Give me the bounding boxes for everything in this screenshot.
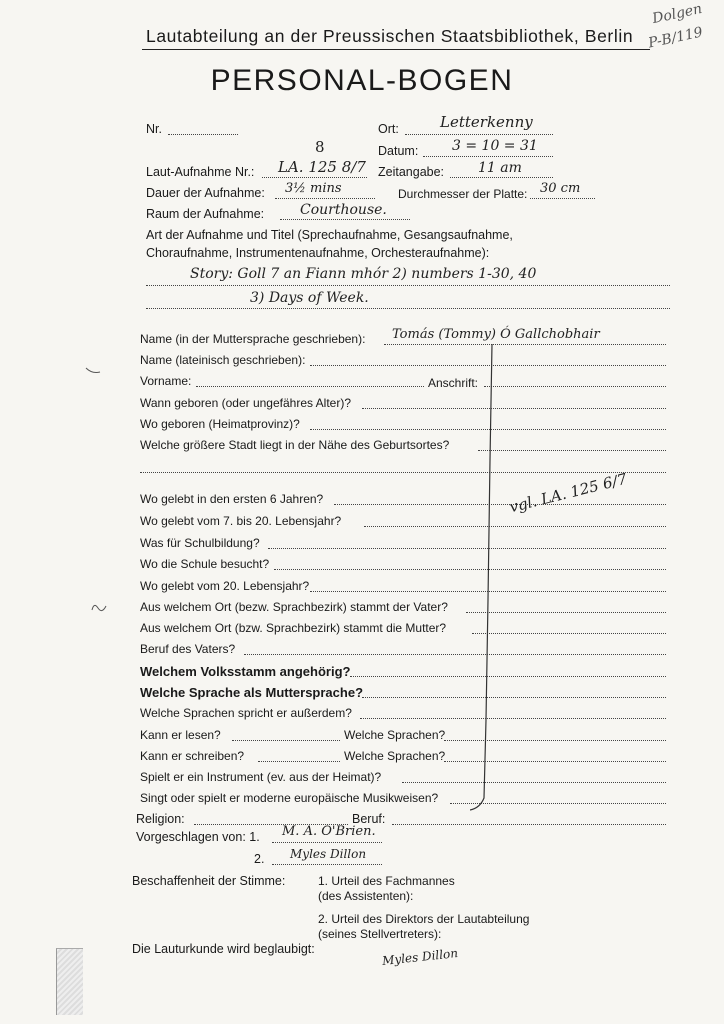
urteil2-a: 2. Urteil des Direktors der Lautabteilung [318, 912, 530, 926]
vorgeschlagen-2: Myles Dillon [290, 847, 367, 861]
dauer-value: 3½ mins [285, 181, 342, 196]
schule-label: Wo die Schule besucht? [140, 557, 270, 571]
laut-label: Laut-Aufnahme Nr.: [146, 165, 255, 179]
beruf-vater-label: Beruf des Vaters? [140, 642, 236, 656]
durchmesser-line [530, 198, 595, 199]
art-value-2: 3) Days of Week. [250, 290, 369, 306]
wo6-label: Wo gelebt in den ersten 6 Jahren? [140, 492, 324, 506]
wann-label: Wann geboren (oder ungefähres Alter)? [140, 396, 352, 410]
art-label-2: Choraufnahme, Instrumentenaufnahme, Orchesteraufnahme): [146, 246, 490, 260]
schreiben-label: Kann er schreiben? [140, 749, 245, 763]
name-mutter-value: Tomás (Tommy) Ó Gallchobhair [392, 327, 600, 342]
beruf-label: Beruf: [352, 812, 386, 826]
art-value-1: Story: Goll 7 an Fiann mhór 2) numbers 1-30, 40 [190, 266, 537, 282]
anschrift-line [484, 386, 666, 387]
schreiben-sprachen-label: Welche Sprachen? [344, 749, 446, 763]
schul-line [268, 548, 666, 549]
corner-note-pb: P-B/119 [646, 24, 705, 52]
page-title: PERSONAL-BOGEN [210, 64, 514, 97]
schul-label: Was für Schulbildung? [140, 536, 260, 550]
anschrift-label: Anschrift: [428, 376, 479, 390]
instrument-label: Spielt er ein Instrument (ev. aus der Heimat)? [140, 770, 382, 784]
num-2: 2. [254, 852, 265, 866]
lesen-line [232, 740, 340, 741]
datum-line [423, 156, 553, 157]
art-line-2 [146, 308, 670, 309]
vorgeschlagen-label: Vorgeschlagen von: 1. [136, 830, 260, 844]
art-line-1 [146, 285, 670, 286]
header-rule [142, 49, 650, 50]
durchmesser-value: 30 cm [540, 181, 581, 196]
zeit-line [450, 177, 553, 178]
name-latein-label: Name (lateinisch geschrieben): [140, 353, 306, 367]
mutter-label: Aus welchem Ort (bzw. Sprachbezirk) stammt die Mutter? [140, 621, 447, 635]
raum-line [280, 219, 410, 220]
ort-label: Ort: [378, 122, 399, 136]
beglaubigt-signature: Myles Dillon [381, 946, 459, 968]
laut-line [262, 177, 367, 178]
nr-label: Nr. [146, 122, 162, 136]
raum-label: Raum der Aufnahme: [146, 207, 265, 221]
wo20-label: Wo gelebt vom 20. Lebensjahr? [140, 579, 310, 593]
pen-stroke [470, 340, 510, 820]
lesen-sprachen-label: Welche Sprachen? [344, 728, 446, 742]
schreiben-line [258, 761, 340, 762]
beglaubigt-label: Die Lauturkunde wird beglaubigt: [132, 942, 315, 956]
vorgeschlagen-line-2 [272, 864, 382, 865]
stadt-label: Welche größere Stadt liegt in der Nähe des Geburtsortes? [140, 438, 450, 452]
wo-label: Wo geboren (Heimatprovinz)? [140, 417, 300, 431]
volksstamm-label: Welchem Volksstamm angehörig? [140, 664, 351, 679]
durchmesser-label: Durchmesser der Platte: [398, 187, 528, 201]
instrument-line [402, 782, 666, 783]
beruf-line [392, 824, 666, 825]
folded-corner [56, 948, 83, 1015]
wo7-label: Wo gelebt vom 7. bis 20. Lebensjahr? [140, 514, 342, 528]
lesen-label: Kann er lesen? [140, 728, 221, 742]
corner-note-dolgen: Dolgen [650, 0, 704, 28]
vorgeschlagen-line-1 [272, 842, 382, 843]
vorgeschlagen-1: M. A. O'Brien. [282, 824, 376, 839]
art-label-1: Art der Aufnahme und Titel (Sprechaufnahme, Gesangsaufnahme, [146, 228, 513, 242]
vater-label: Aus welchem Ort (bezw. Sprachbezirk) stammt der Vater? [140, 600, 448, 614]
dauer-label: Dauer der Aufnahme: [146, 186, 265, 200]
nr-line [168, 134, 238, 135]
wo7-line [364, 526, 666, 527]
vorname-label: Vorname: [140, 374, 192, 388]
sprachen-label: Welche Sprachen spricht er außerdem? [140, 706, 352, 720]
dauer-line [275, 198, 375, 199]
muttersprache-line [362, 697, 666, 698]
datum-label: Datum: [378, 144, 419, 158]
laut-value: LA. 125 8/7 [278, 158, 366, 176]
wann-line [362, 408, 666, 409]
ort-value: Letterkenny [440, 113, 533, 131]
raum-value: Courthouse. [300, 202, 387, 218]
stimme-label: Beschaffenheit der Stimme: [132, 874, 286, 888]
margin-mark [84, 364, 104, 378]
beruf-vater-line [244, 654, 666, 655]
datum-value: 3 = 10 = 31 [452, 138, 538, 154]
name-mutter-line [384, 344, 666, 345]
religion-label: Religion: [136, 812, 185, 826]
vorname-line [196, 386, 424, 387]
institution-header: Lautabteilung an der Preussischen Staatsbibliothek, Berlin [146, 26, 634, 46]
urteil1-a: 1. Urteil des Fachmannes [318, 874, 455, 888]
name-mutter-label: Name (in der Muttersprache geschrieben): [140, 332, 366, 346]
zeit-label: Zeitangabe: [378, 165, 445, 179]
stadt-line-2 [140, 472, 666, 473]
urteil2-b: (seines Stellvertreters): [318, 927, 442, 941]
musik-label: Singt oder spielt er moderne europäische Musikweisen? [140, 791, 439, 805]
zeit-value: 11 am [478, 160, 522, 176]
ort-line [405, 134, 553, 135]
margin-mark-2 [88, 600, 110, 618]
urteil1-b: (des Assistenten): [318, 889, 414, 903]
small-number: 8 [315, 138, 325, 156]
muttersprache-label: Welche Sprache als Muttersprache? [140, 685, 364, 700]
margin-note: vgl. LA. 125 6/7 [507, 469, 629, 517]
sprachen-line [360, 718, 666, 719]
